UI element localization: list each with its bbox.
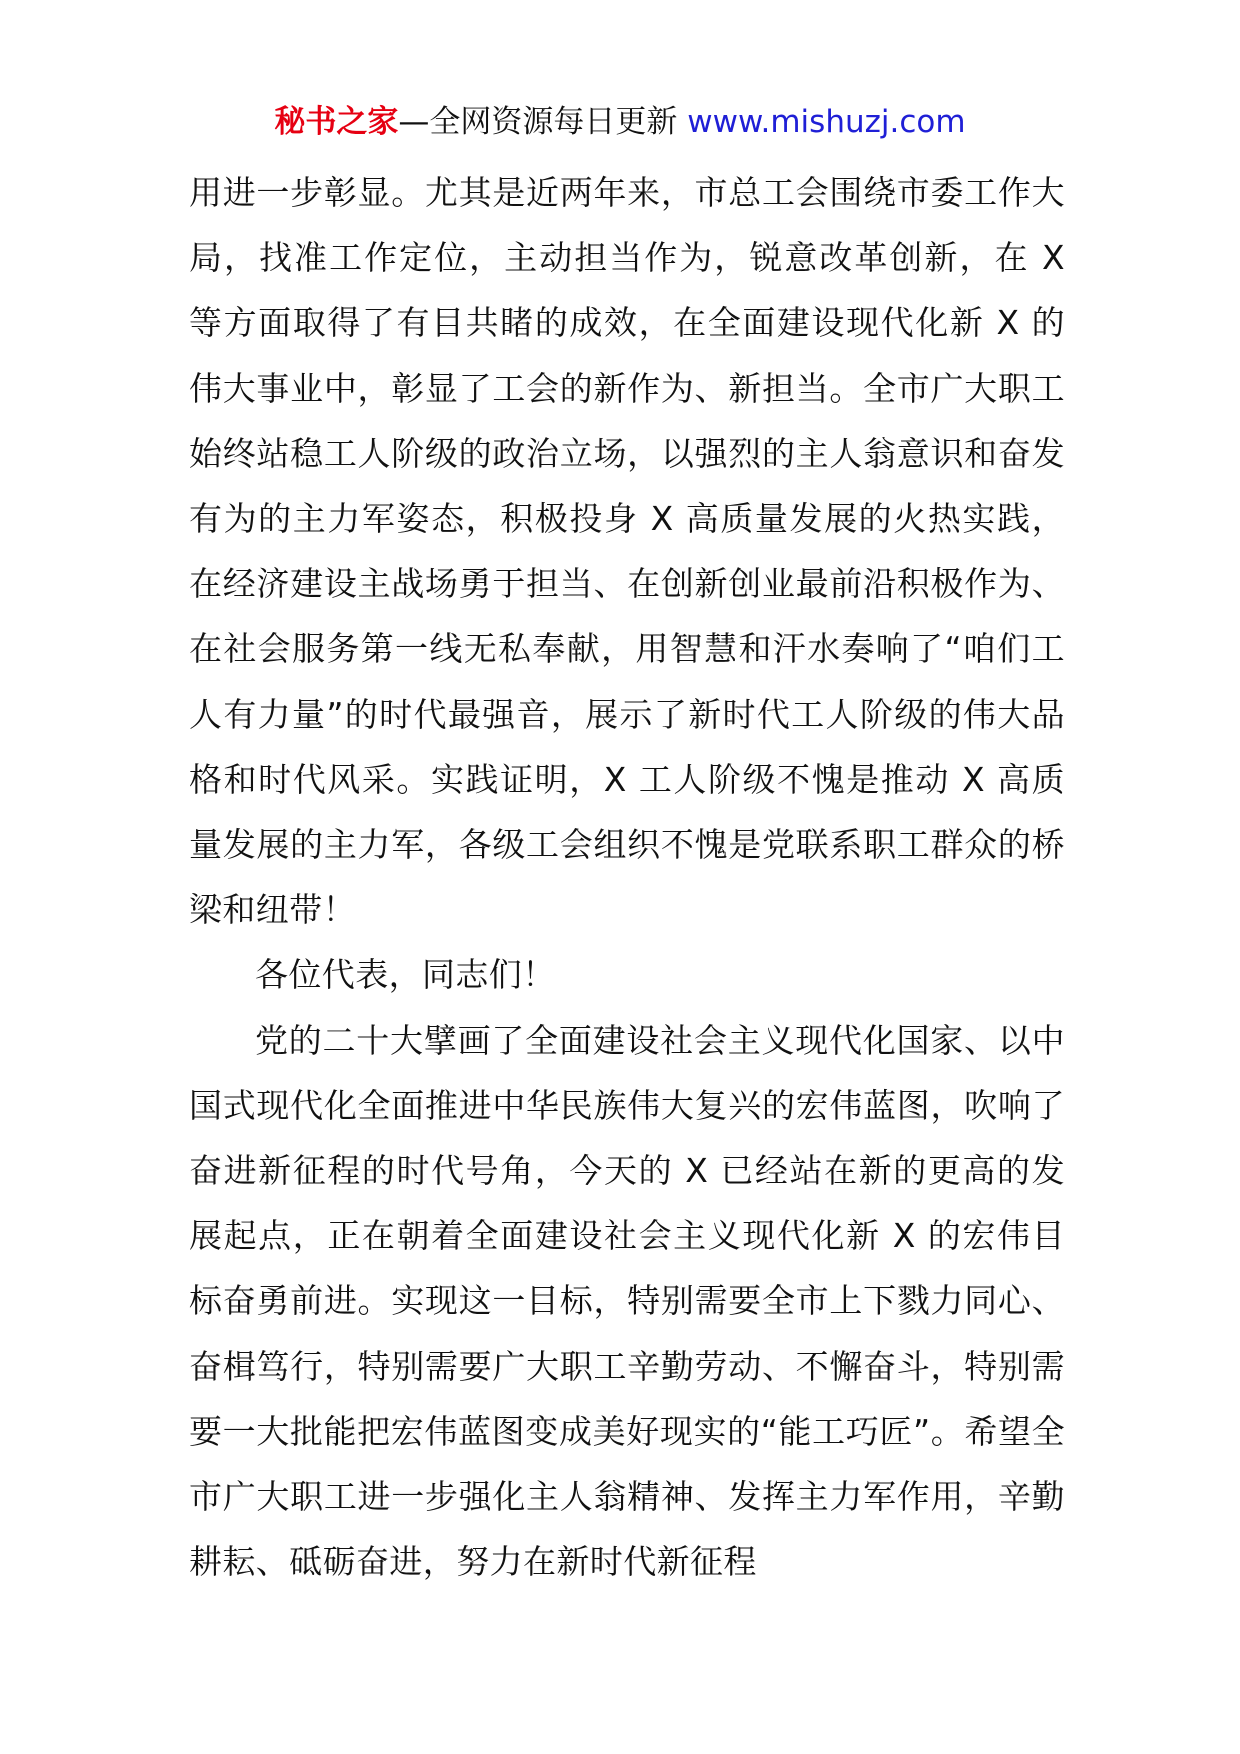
site-url-link[interactable]: www.mishuzj.com (687, 104, 966, 140)
paragraph-continued: 用进一步彰显。尤其是近两年来，市总工会围绕市委工作大局，找准工作定位，主动担当作为，锐意改革创新，在 X 等方面取得了有目共睹的成效，在全面建设现代化新 X 的伟大事业中，彰显了工会的新作为、新担当。全市广大职工始终站稳工人阶级的政治立场，以强烈的主人翁意识和奋发有为的主力军姿态，积极投身 X 高质量发展的火热实践，在经济建设主战场勇于担当、在创新创业最前沿积极作为、在社会服务第一线无私奉献，用智慧和汗水奏响了“咱们工人有力量”的时代最强音，展示了新时代工人阶级的伟大品格和时代风采。实践证明，X 工人阶级不愧是推动 X 高质量发展的主力军，各级工会组织不愧是党联系职工群众的桥梁和纽带！ (189, 173, 1065, 930)
page-header (0, 102, 1240, 142)
paragraph-salutation: 各位代表，同志们！ (255, 955, 556, 995)
site-brand: 秘书之家 (274, 104, 399, 140)
paragraph-main: 党的二十大擘画了全面建设社会主义现代化国家、以中国式现代化全面推进中华民族伟大复兴的宏伟蓝图，吹响了奋进新征程的时代号角，今天的 X 已经站在新的更高的发展起点，正在朝着全面建设社会主义现代化新 X 的宏伟目标奋勇前进。实现这一目标，特别需要全市上下戮力同心、奋楫笃行，特别需要广大职工辛勤劳动、不懈奋斗，特别需要一大批能把宏伟蓝图变成美好现实的“能工巧匠”。希望全市广大职工进一步强化主人翁精神、发挥主力军作用，辛勤耕耘、砥砺奋进，努力在新时代新征程 (189, 1020, 1065, 1582)
document-body (189, 160, 1065, 1594)
site-tagline: —全网资源每日更新 (398, 104, 678, 140)
